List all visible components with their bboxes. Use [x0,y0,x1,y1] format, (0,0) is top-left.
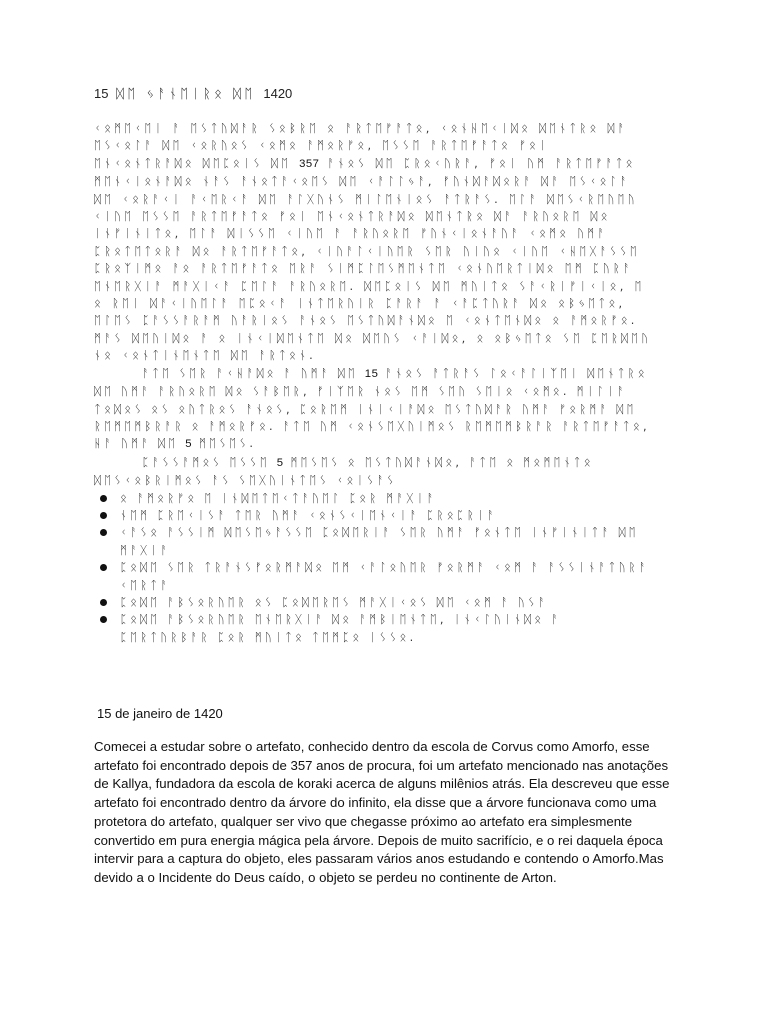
runic-date-word: ᛞᛖ [233,87,256,102]
runic-text: ᛗᛖᛊᛖᛊ. [198,437,257,451]
runic-paragraph-3 [94,454,654,490]
translation-date: 15 de janeiro de 1420 [97,706,223,721]
bullet-icon [100,529,107,536]
list-item [120,524,654,559]
bullet-icon [100,599,107,606]
runic-date-day: 15 [94,86,109,101]
list-item [120,611,654,646]
runic-paragraph-1 [94,120,654,365]
runic-date-year: 1420 [263,86,293,101]
runic-text: ᚨᛏᛖ ᛊᛖᚱ ᚨᚲᚺᚨᛞᛟ ᚨ ᚢᛗᚨ ᛞᛖ [142,366,358,380]
list-item [120,594,654,611]
runic-number: 357 [299,157,320,170]
bullet-icon [100,564,107,571]
runic-text: ᛈᚨᛊᛊᚨᛗᛟᛊ ᛖᛊᛊᛖ [142,455,270,469]
list-item [120,507,654,524]
runic-number: 5 [276,456,284,469]
translation-section [94,706,684,888]
runic-section [94,86,654,646]
runic-text: ᚲᛟᛗᛖᚲᛖᛁ ᚨ ᛖᛊᛏᚢᛞᚨᚱ ᛊᛟᛒᚱᛖ ᛟ ᚨᚱᛏᛖᚠᚨᛏᛟ, ᚲᛟᚾᚺᛖᚲᛁᛞᛟ ᛞᛖᚾᛏᚱᛟ ᛞᚨ ᛖᛊᚲᛟᛚᚨ ᛞᛖ ᚲᛟᚱᚢᛟᛊ ᚲᛟᛗᛟ ᚨᛗᛟᚱᚠᛟ, ᛖᛊᛊᛖ ᚨᚱᛏᛖᚠᚨᛏᛟ ᚠᛟᛁ ᛖᚾᚲᛟᚾᛏᚱᚨᛞᛟ ᛞᛖᛈᛟᛁᛊ ᛞᛖ [94,122,628,170]
list-item-text: ᚲᚨᛊᛟ ᚨᛊᛊᛁᛗ ᛞᛖᛊᛖᛃᚨᛊᛊᛖ ᛈᛟᛞᛖᚱᛁᚨ ᛊᛖᚱ ᚢᛗᚨ ᚠᛟᚾᛏᛖ ᛁᚾᚠᛁᚾᛁᛏᚨ ᛞᛖ ᛗᚨᚷᛁᚨ [120,526,639,557]
translation-paragraph: Comecei a estudar sobre o artefato, conhecido dentro da escola de Corvus como Amorfo, esse artefato foi encontrado depois de 357 anos de procura, foi um artefato mencionado nas anotações de Kallya, fundadora da escola de koraki acerca de alguns milênios atrás. Ela descreveu que esse artefato foi encontrado dentro da árvore do infinito, ela disse que a árvore funcionava como uma protetora do artefato, qualquer ser vivo que chegasse próximo ao artefato era simplesmente convertido em pura energia mágica pela árvore. Depois de muito sacrifício, e o rei daquela época intervir para a captura do objeto, eles passaram vários anos estudando e contendo o Amorfo.Mas devido a o Incidente do Deus caído, o objeto se perdeu no continente de Arton. [94,739,670,885]
runic-bullet-list [94,490,654,647]
list-item-text: ᛈᛟᛞᛖ ᚨᛒᛊᛟᚱᚢᛖᚱ ᛖᚾᛖᚱᚷᛁᚨ ᛞᛟ ᚨᛗᛒᛁᛖᚾᛏᛖ, ᛁᚾᚲᛚᚢᛁᚾᛞᛟ ᚨ ᛈᛖᚱᛏᚢᚱᛒᚨᚱ ᛈᛟᚱ ᛗᚢᛁᛏᛟ ᛏᛖᛗᛈᛟ ᛁᛊᛊᛟ. [120,613,562,644]
runic-number: 5 [185,438,193,451]
runic-paragraph-2 [94,365,654,454]
runic-date-word: ᛞᛖ [116,87,139,102]
runic-text: ᛗᛖᛊᛖᛊ ᛟ ᛖᛊᛏᚢᛞᚨᚾᛞᛟ, ᚨᛏᛖ ᛟ ᛗᛟᛗᛖᚾᛏᛟ ᛞᛖᛊᚲᛟᛒᚱᛁᛗᛟᛊ ᚨᛊ ᛊᛖᚷᚢᛁᚾᛏᛖᛊ ᚲᛟᛁᛊᚨᛊ [94,455,594,488]
runic-text: ᚨᚾᛟᛊ ᛞᛖ ᛈᚱᛟᚲᚢᚱᚨ, ᚠᛟᛁ ᚢᛗ ᚨᚱᛏᛖᚠᚨᛏᛟ ᛗᛖᚾᚲᛁᛟᚾᚨᛞᛟ ᚾᚨᛊ ᚨᚾᛟᛏᚨᚲᛟᛖᛊ ᛞᛖ ᚲᚨᛚᛚᛃᚨ, ᚠᚢᚾᛞᚨᛞᛟᚱᚨ ᛞᚨ ᛖᛊᚲᛟᛚᚨ ᛞᛖ ᚲᛟᚱᚨᚲᛁ ᚨᚲᛖᚱᚲᚨ ᛞᛖ ᚨᛚᚷᚢᚾᛊ ᛗᛁᛚᛖᚾᛁᛟᛊ ᚨᛏᚱᚨᛊ. ᛖᛚᚨ ᛞᛖᛊᚲᚱᛖᚢᛖᚢ ᚲᛁᚢᛖ ᛖᛊᛊᛖ ᚨᚱᛏᛖᚠᚨᛏᛟ ᚠᛟᛁ ᛖᚾᚲᛟᚾᛏᚱᚨᛞᛟ ᛞᛖᚾᛏᚱᛟ ᛞᚨ ᚨᚱᚢᛟᚱᛖ ᛞᛟ ᛁᚾᚠᛁᚾᛁᛏᛟ, ᛖᛚᚨ ᛞᛁᛊᛊᛖ ᚲᛁᚢᛖ ᚨ ᚨᚱᚢᛟᚱᛖ ᚠᚢᚾᚲᛁᛟᚾᚨᚢᚨ ᚲᛟᛗᛟ ᚢᛗᚨ ᛈᚱᛟᛏᛖᛏᛟᚱᚨ ᛞᛟ ᚨᚱᛏᛖᚠᚨᛏᛟ, ᚲᛁᚢᚨᛚᚲᛁᚢᛖᚱ ᛊᛖᚱ ᚢᛁᚢᛟ ᚲᛁᚢᛖ ᚲᚺᛖᚷᚨᛊᛊᛖ ᛈᚱᛟᛉᛁᛗᛟ ᚨᛟ ᚨᚱᛏᛖᚠᚨᛏᛟ ᛖᚱᚨ ᛊᛁᛗᛈᛚᛖᛊᛗᛖᚾᛏᛖ ᚲᛟᚾᚢᛖᚱᛏᛁᛞᛟ ᛖᛗ ᛈᚢᚱᚨ ᛖᚾᛖᚱᚷᛁᚨ ᛗᚨᚷᛁᚲᚨ ᛈᛖᛚᚨ ᚨᚱᚢᛟᚱᛖ. ᛞᛖᛈᛟᛁᛊ ᛞᛖ ᛗᚢᛁᛏᛟ ᛊᚨᚲᚱᛁᚠᛁᚲᛁᛟ, ᛖ ᛟ ᚱᛖᛁ ᛞᚨᚲᛁᚢᛖᛚᚨ ᛖᛈᛟᚲᚨ ᛁᚾᛏᛖᚱᚢᛁᚱ ᛈᚨᚱᚨ ᚨ ᚲᚨᛈᛏᚢᚱᚨ ᛞᛟ ᛟᛒᛃᛖᛏᛟ, ᛖᛚᛖᛊ ᛈᚨᛊᛊᚨᚱᚨᛗ ᚢᚨᚱᛁᛟᛊ ᚨᚾᛟᛊ ᛖᛊᛏᚢᛞᚨᚾᛞᛟ ᛖ ᚲᛟᚾᛏᛖᚾᛞᛟ ᛟ ᚨᛗᛟᚱᚠᛟ. ᛗᚨᛊ ᛞᛖᚢᛁᛞᛟ ᚨ ᛟ ᛁᚾᚲᛁᛞᛖᚾᛏᛖ ᛞᛟ ᛞᛖᚢᛊ ᚲᚨᛁᛞᛟ, ᛟ ᛟᛒᛃᛖᛏᛟ ᛊᛖ ᛈᛖᚱᛞᛖᚢ ᚾᛟ ᚲᛟᚾᛏᛁᚾᛖᚾᛏᛖ ᛞᛖ ᚨᚱᛏᛟᚾ. [94,156,652,363]
bullet-icon [100,512,107,519]
runic-date [94,86,654,102]
runic-date-word: ᛃᚨᚾᛖᛁᚱᛟ [146,87,226,102]
list-item-text: ᛈᛟᛞᛖ ᛊᛖᚱ ᛏᚱᚨᚾᛊᚠᛟᚱᛗᚨᛞᛟ ᛖᛗ ᚲᚨᛚᛟᚢᛖᚱ ᚠᛟᚱᛗᚨ ᚲᛟᛗ ᚨ ᚨᛊᛊᛁᚾᚨᛏᚢᚱᚨ ᚲᛖᚱᛏᚨ [120,561,649,592]
runic-text: ᚨᚾᛟᛊ ᚨᛏᚱᚨᛊ ᛚᛟᚲᚨᛚᛁᛉᛖᛁ ᛞᛖᚾᛏᚱᛟ ᛞᛖ ᚢᛗᚨ ᚨᚱᚢᛟᚱᛖ ᛞᛟ ᛊᚨᛒᛖᚱ, ᚠᛁᛉᛖᚱ ᚾᛟᛊ ᛖᛗ ᛊᛖᚢ ᛊᛖᛁᛟ ᚲᛟᛗᛟ. ᛗᛁᛚᛁᚨ ᛏᛟᛞᛟᛊ ᛟᛊ ᛟᚢᛏᚱᛟᛊ ᚨᚾᛟᛊ, ᛈᛟᚱᛖᛗ ᛁᚾᛁᚲᛁᚨᛞᛟ ᛖᛊᛏᚢᛞᚨᚱ ᚢᛗᚨ ᚠᛟᚱᛗᚨ ᛞᛖ ᚱᛖᛗᛖᛗᛒᚱᚨᚱ ᛟ ᚨᛗᛟᚱᚠᛟ. ᚨᛏᛖ ᚢᛗ ᚲᛟᚾᛊᛖᚷᚢᛁᛗᛟᛊ ᚱᛖᛗᛖᛗᛒᚱᚨᚱ ᚨᚱᛏᛖᚠᚨᛏᛟ, ᚺᚨ ᚢᛗᚨ ᛞᛖ [94,366,650,451]
list-item-text: ᚾᛖᛗ ᛈᚱᛖᚲᛁᛊᚨ ᛏᛖᚱ ᚢᛗᚨ ᚲᛟᚾᛊᚲᛁᛖᚾᚲᛁᚨ ᛈᚱᛟᛈᚱᛁᚨ [120,508,498,522]
bullet-icon [100,495,107,502]
list-item-text: ᛈᛟᛞᛖ ᚨᛒᛊᛟᚱᚢᛖᚱ ᛟᛊ ᛈᛟᛞᛖᚱᛖᛊ ᛗᚨᚷᛁᚲᛟᛊ ᛞᛖ ᚲᛟᛗ ᚨ ᚢᛊᚨ [120,595,549,609]
list-item-text: ᛟ ᚨᛗᛟᚱᚠᛟ ᛖ ᛁᚾᛞᛖᛏᛖᚲᛏᚨᚢᛖᛚ ᛈᛟᚱ ᛗᚨᚷᛁᚨ [120,491,437,505]
list-item [120,490,654,507]
bullet-icon [100,616,107,623]
runic-number: 15 [364,367,379,380]
list-item [120,559,654,594]
